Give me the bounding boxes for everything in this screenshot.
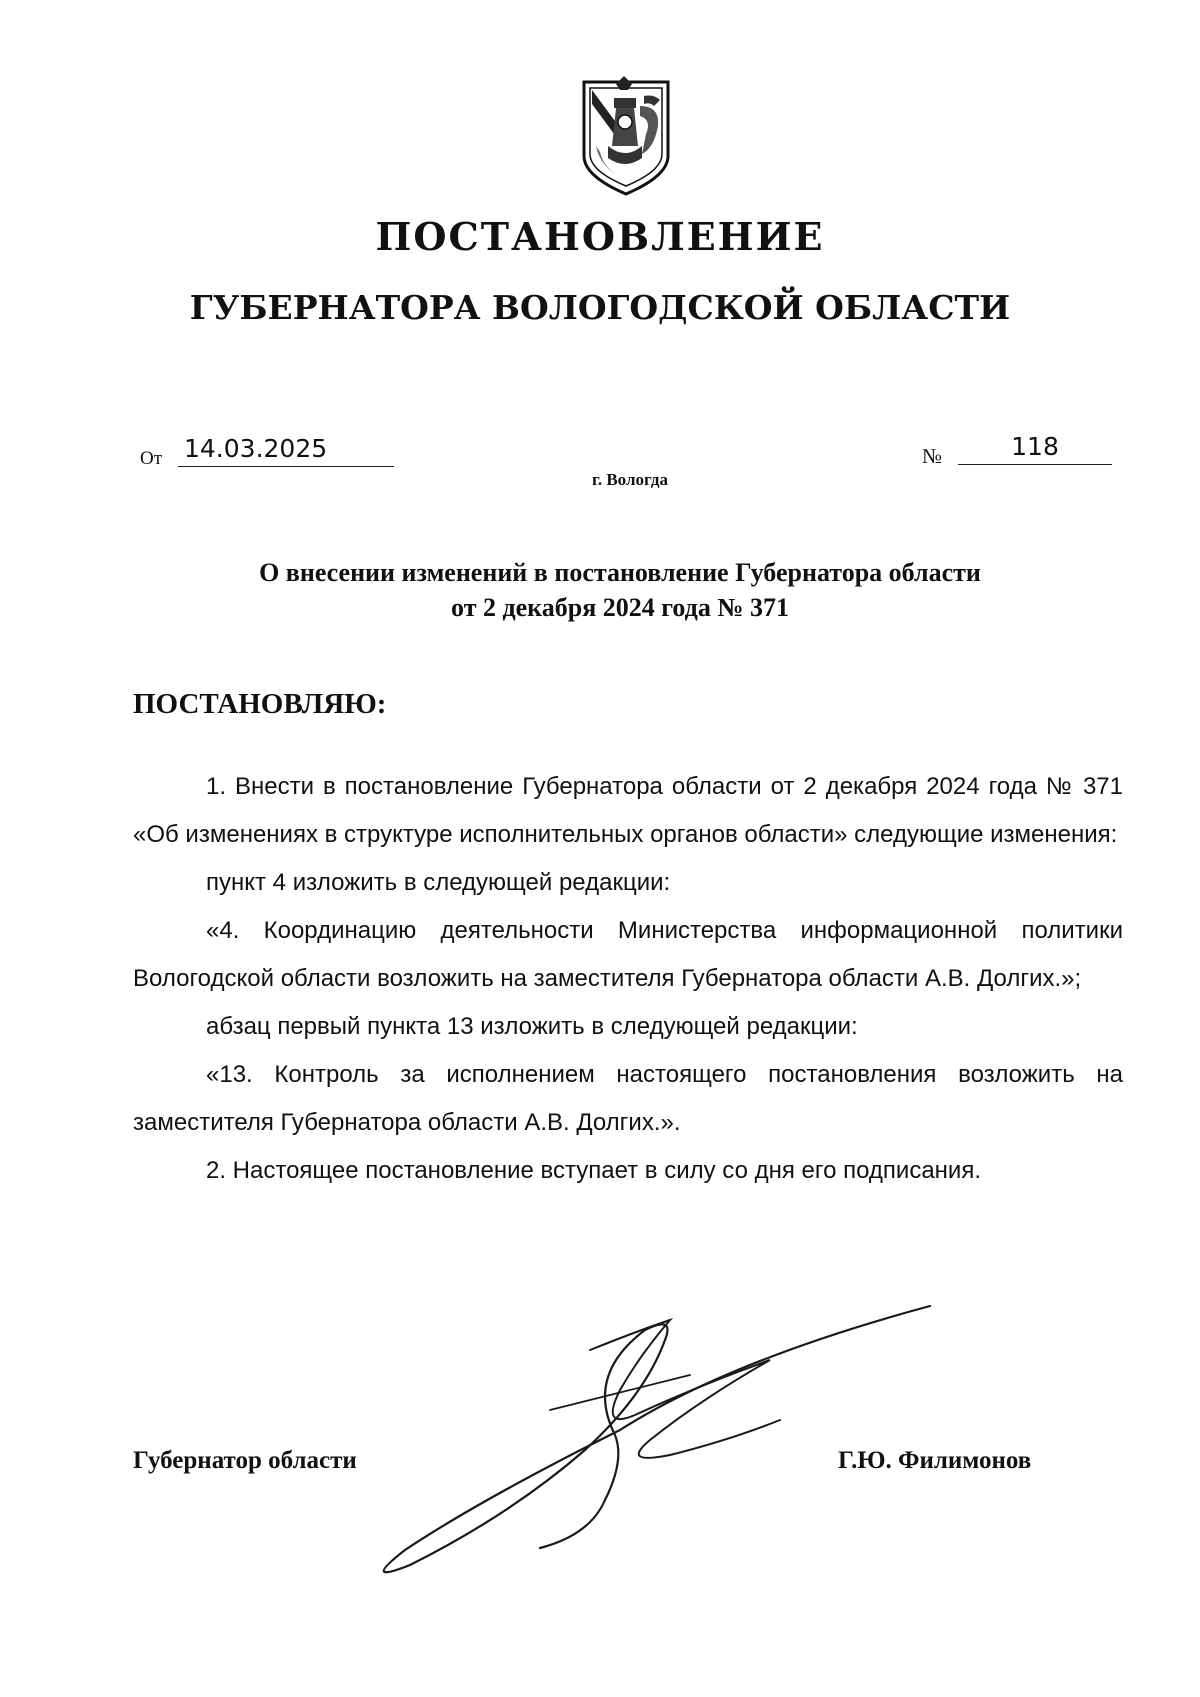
paragraph-5: «13. Контроль за исполнением настоящего постановления возложить на заместителя Губернатора области А.В. Долгих.». xyxy=(133,1061,1123,1136)
date-prefix: От xyxy=(140,448,163,469)
signatory-position: Губернатор области xyxy=(133,1447,357,1474)
paragraph-1: 1. Внести в постановление Губернатора области от 2 декабря 2024 года № 371 «Об изменениях в структуре исполнительных органов области» следующие изменения: xyxy=(133,773,1123,848)
document-number: 118 xyxy=(958,430,1112,465)
document-title: ПОСТАНОВЛЕНИЕ xyxy=(375,214,825,259)
handwritten-signature xyxy=(370,1290,970,1590)
paragraph-2: пункт 4 изложить в следующей редакции: xyxy=(206,869,671,896)
paragraph-3: «4. Координацию деятельности Министерства информационной политики Вологодской области возложить на заместителя Губернатора области А.В. Долгих.»; xyxy=(133,917,1123,992)
document-issuer: ГУБЕРНАТОРА ВОЛОГОДСКОЙ ОБЛАСТИ xyxy=(189,288,1011,327)
signatory-name: Г.Ю. Филимонов xyxy=(838,1447,1032,1474)
paragraph-6: 2. Настоящее постановление вступает в силу со дня его подписания. xyxy=(206,1157,981,1184)
paragraph-4: абзац первый пункта 13 изложить в следующей редакции: xyxy=(206,1013,858,1040)
document-body xyxy=(133,763,1123,1195)
subject-line-2: от 2 декабря 2024 года № 371 xyxy=(451,593,789,622)
document-date: 14.03.2025 xyxy=(178,432,394,467)
document-subject xyxy=(0,555,1200,625)
document-city: г. Вологда xyxy=(592,470,668,489)
number-sign: № xyxy=(922,444,943,468)
coat-of-arms-icon xyxy=(580,76,672,196)
decree-heading: ПОСТАНОВЛЯЮ: xyxy=(133,688,387,720)
subject-line-1: О внесении изменений в постановление Губернатора области xyxy=(259,558,981,587)
